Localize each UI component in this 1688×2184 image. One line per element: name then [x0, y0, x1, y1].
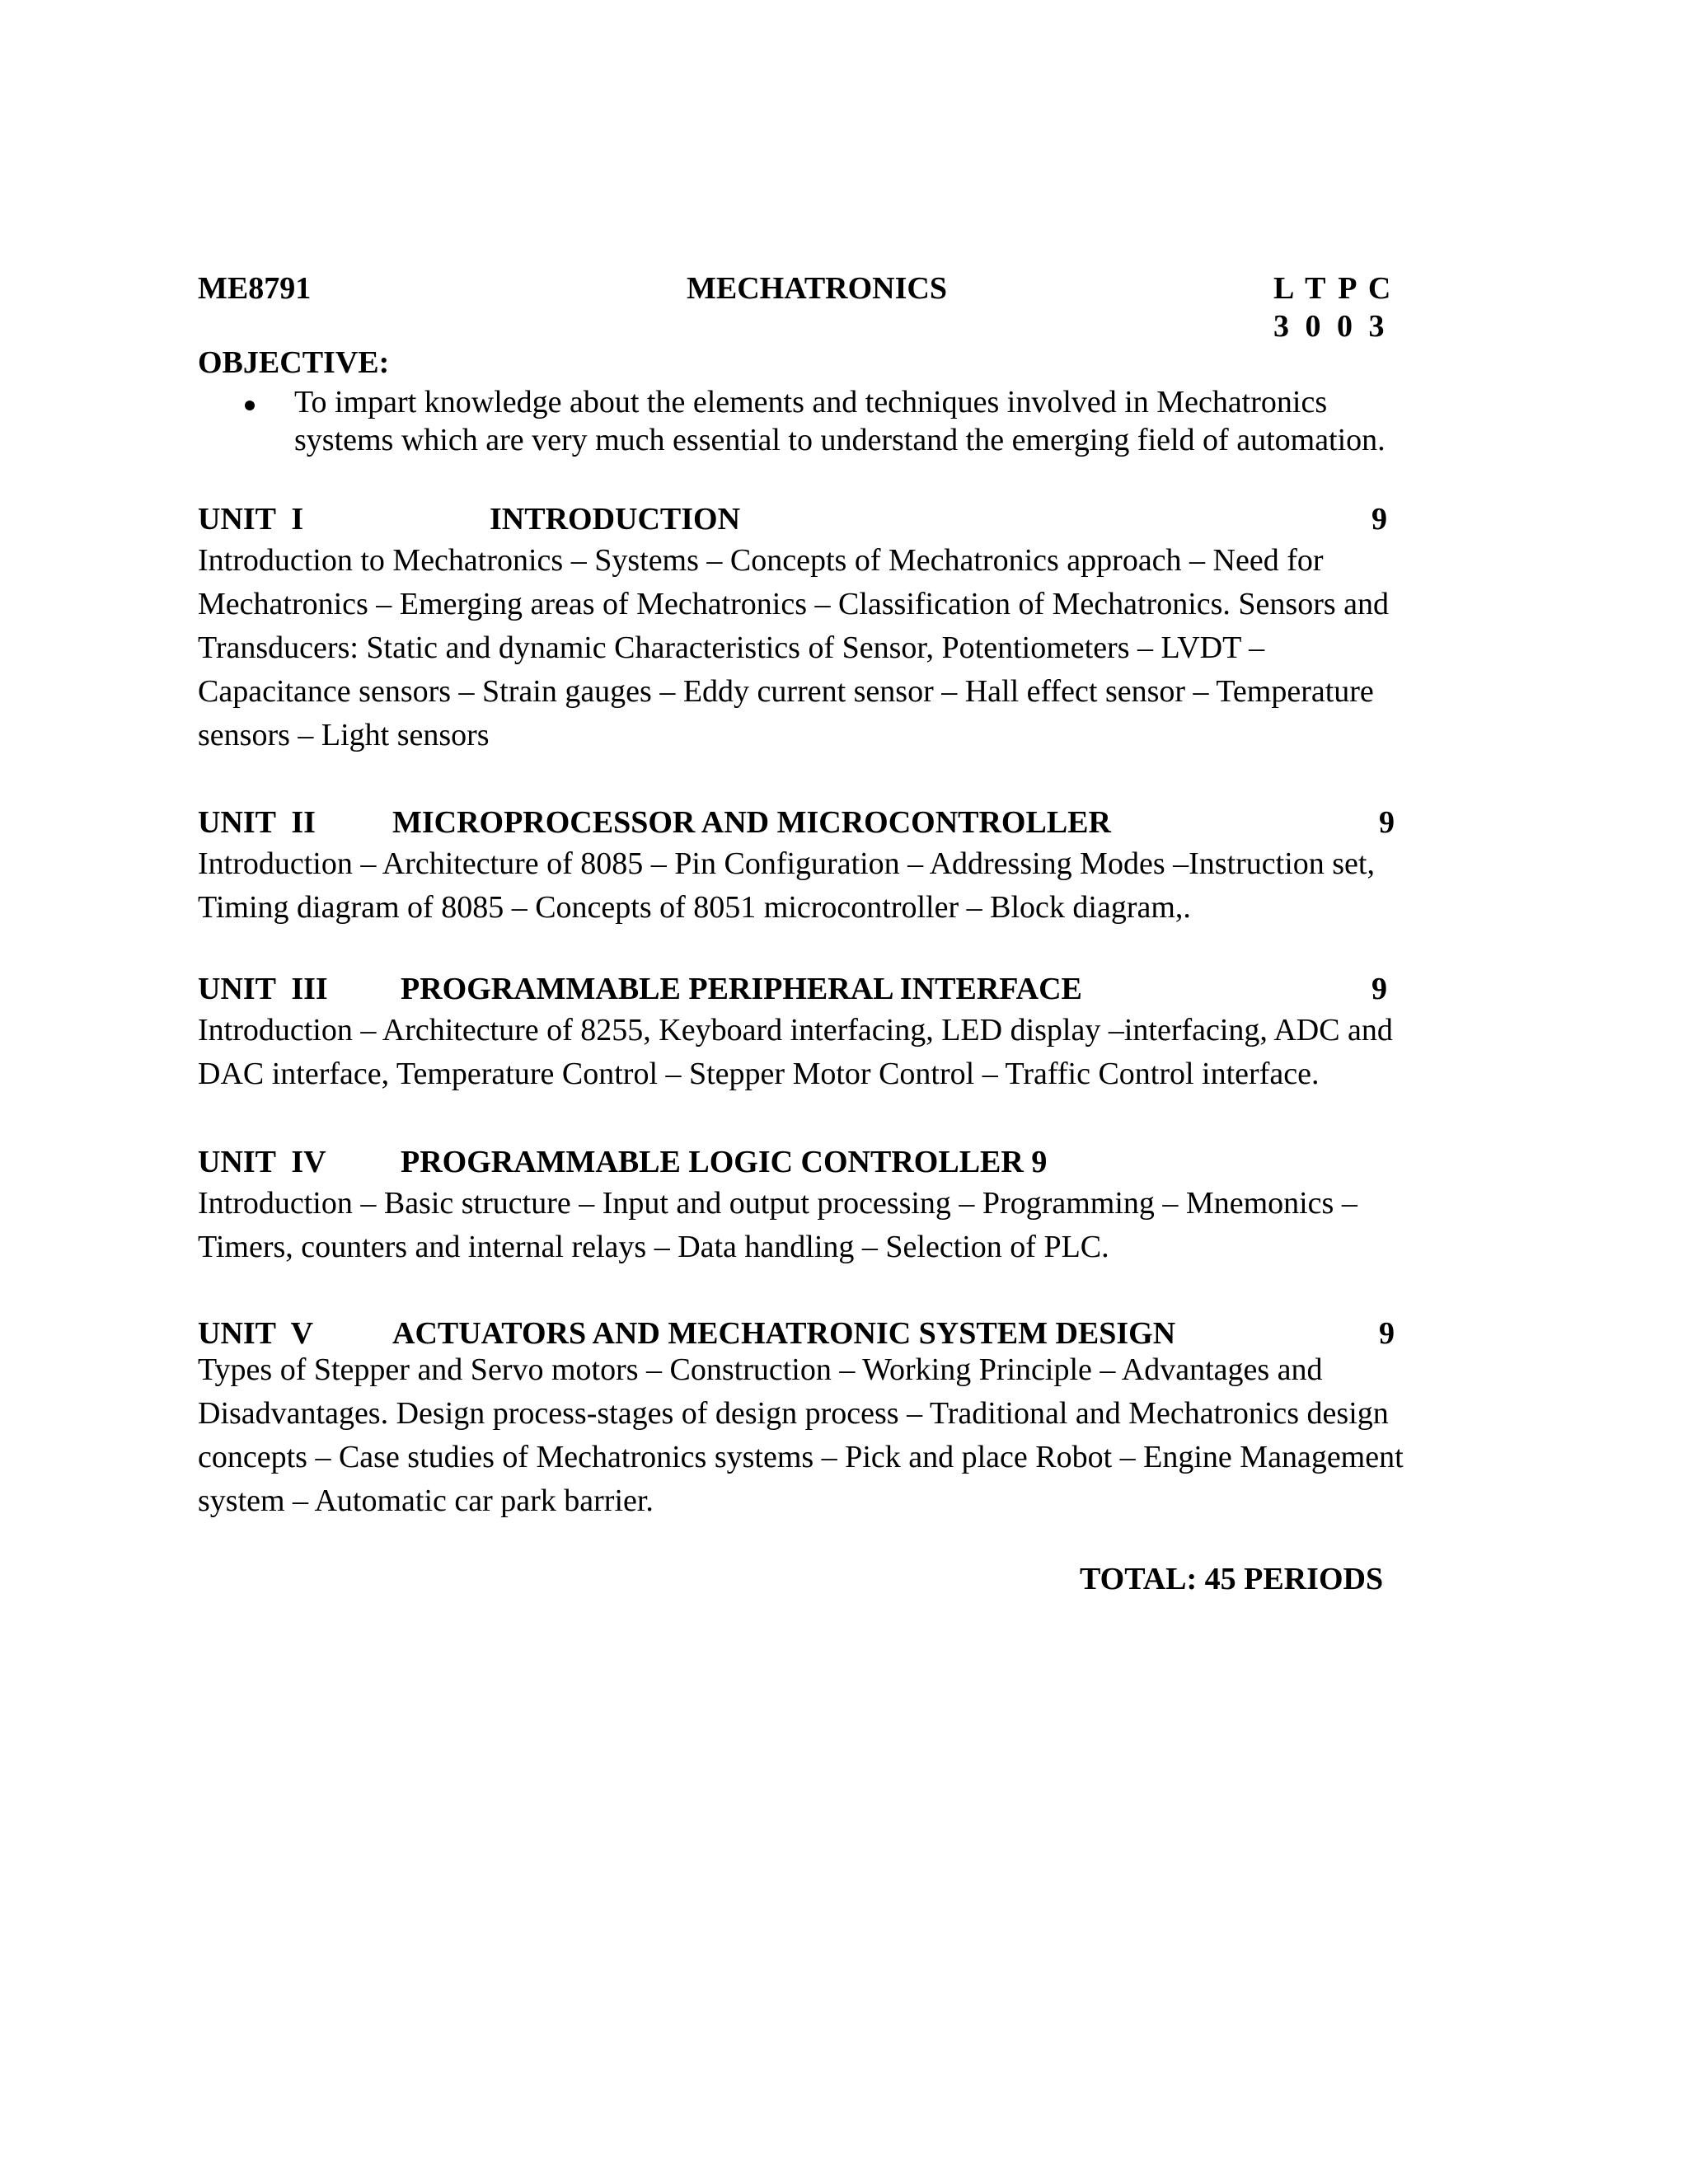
bullet-icon [245, 401, 255, 410]
ltpc-values: 3 0 0 3 [1273, 309, 1389, 344]
unit-number: UNIT V [198, 1316, 314, 1351]
ltpc-label: L T P C [1273, 271, 1394, 306]
unit-content: Introduction – Basic structure – Input and output processing – Programming – Mnemonics – Timers, counters and internal relays – Data handling – Selection of PLC. [198, 1186, 1357, 1264]
course-code: ME8791 [198, 271, 312, 306]
unit-title: MICROPROCESSOR AND MICROCONTROLLER [392, 805, 1111, 840]
unit-hours: 9 [1372, 502, 1387, 537]
course-title: MECHATRONICS [687, 271, 947, 306]
unit-content: Introduction to Mechatronics – Systems – Concepts of Mechatronics approach – Need for Mechatronics – Emerging areas of Mechatronics – Classification of Mechatronics. Sensors and Transducers: Static and dynamic Characteristics of Sensor, Potentiometers – LVDT – Capacitance sensors – Strain gauges – Eddy current sensor – Hall effect sensor – Temperature sensors – Light sensors [198, 543, 1390, 752]
unit-title: PROGRAMMABLE LOGIC CONTROLLER 9 [401, 1145, 1048, 1179]
objective-heading: OBJECTIVE: [198, 345, 390, 380]
unit-title: INTRODUCTION [490, 502, 741, 537]
unit-number: UNIT IV [198, 1145, 326, 1179]
unit-hours: 9 [1379, 805, 1395, 840]
unit-content: Introduction – Architecture of 8255, Keyboard interfacing, LED display –interfacing, ADC and DAC interface, Temperature Control – Stepper Motor Control – Traffic Control interface. [198, 1013, 1393, 1091]
unit-hours: 9 [1372, 972, 1387, 1006]
total-periods: TOTAL: 45 PERIODS [1080, 1562, 1384, 1596]
objective-item: To impart knowledge about the elements and techniques involved in Mechatronics systems which are very much essential to understand the emerging field of automation. [294, 385, 1386, 457]
unit-title: ACTUATORS AND MECHATRONIC SYSTEM DESIGN [392, 1316, 1176, 1351]
unit-hours: 9 [1379, 1316, 1395, 1351]
unit-number: UNIT I [198, 502, 304, 537]
unit-number: UNIT III [198, 972, 328, 1006]
unit-number: UNIT II [198, 805, 316, 840]
unit-content: Types of Stepper and Servo motors – Construction – Working Principle – Advantages and Disadvantages. Design process-stages of design process – Traditional and Mechatronics design concepts – Case studies of Mechatronics systems – Pick and place Robot – Engine Management system – Automatic car park barrier. [198, 1352, 1404, 1518]
unit-content: Introduction – Architecture of 8085 – Pin Configuration – Addressing Modes –Instruction set, Timing diagram of 8085 – Concepts of 8051 microcontroller – Block diagram,. [198, 846, 1375, 925]
unit-title: PROGRAMMABLE PERIPHERAL INTERFACE [401, 972, 1082, 1006]
